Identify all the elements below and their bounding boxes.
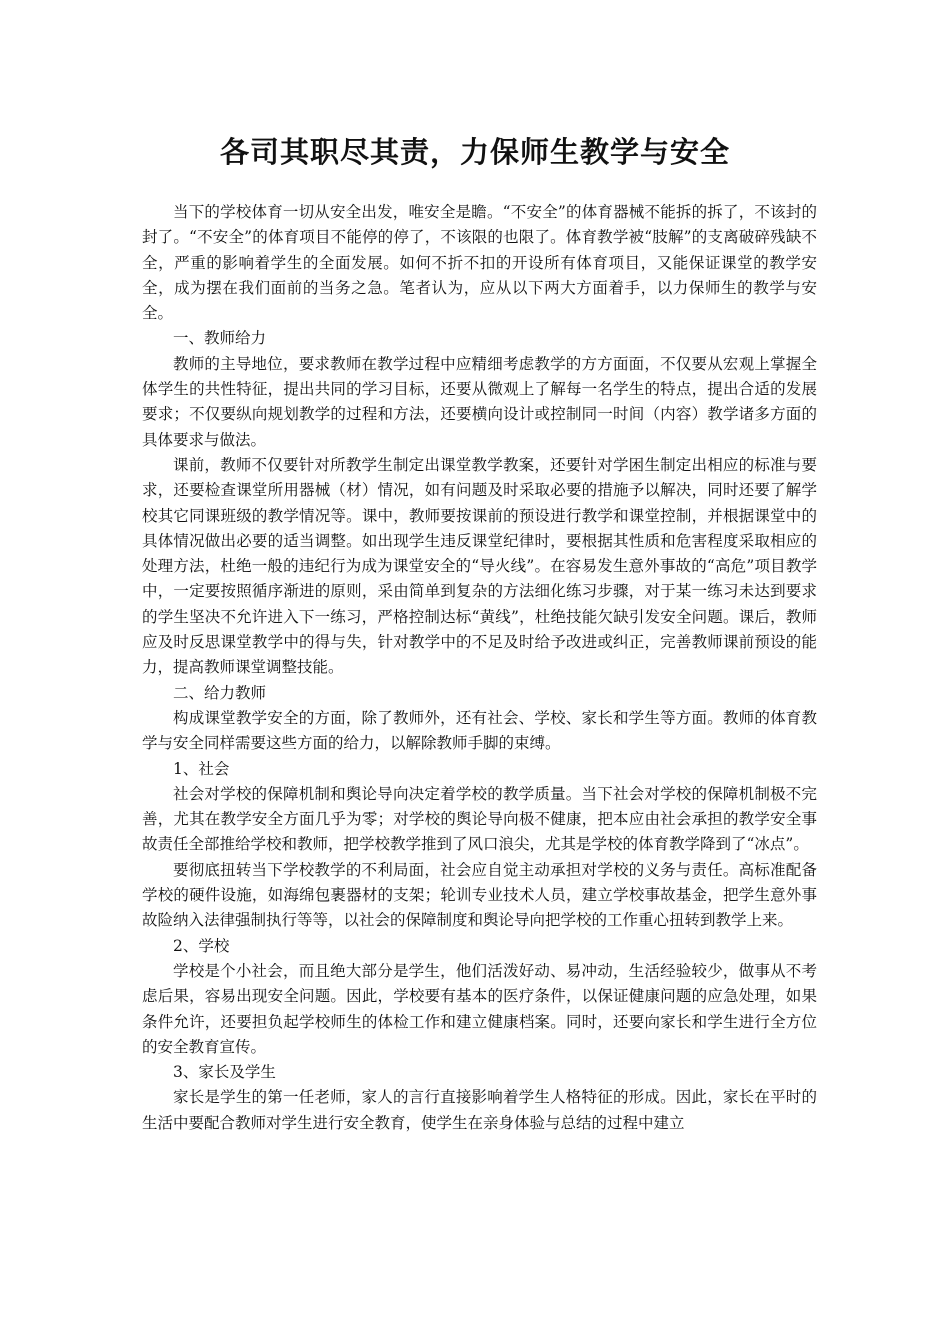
paragraph: 要彻底扭转当下学校教学的不利局面，社会应自觉主动承担对学校的义务与责任。高标准配备学校的硬件设施，如海绵包裹器材的支架；轮训专业技术人员，建立学校事故基金，把学生意外事故险纳入法律强制执行等等，以社会的保障制度和舆论导向把学校的工作重心扭转到教学上来。 [142,860,817,930]
paragraph-intro: 当下的学校体育一切从安全出发，唯安全是瞻。“不安全”的体育器械不能拆的拆了，不该封的封了。“不安全”的体育项目不能停的停了，不该限的也限了。体育教学被“肢解”的支离破碎残缺不全，严重的影响着学生的全面发展。如何不折不扣的开设所有体育项目，又能保证课堂的教学安全，成为摆在我们面前的当务之急。笔者认为，应从以下两大方面着手，以力保师生的教学与安全。 [142,203,817,323]
subsection-heading-society: 1、社会 [173,759,230,778]
subsection-heading-parents-students: 3、家长及学生 [173,1063,276,1082]
section-heading-support-teacher: 二、给力教师 [173,683,267,702]
paragraph: 构成课堂教学安全的方面，除了教师外，还有社会、学校、家长和学生等方面。教师的体育教学与安全同样需要这些方面的给力，以解除教师手脚的束缚。 [142,708,817,753]
document-body [142,200,817,1136]
paragraph: 教师的主导地位，要求教师在教学过程中应精细考虑教学的方方面面，不仅要从宏观上掌握全体学生的共性特征，提出共同的学习目标，还要从微观上了解每一名学生的特点，提出合适的发展要求；不仅要纵向规划教学的过程和方法，还要横向设计或控制同一时间（内容）教学诸多方面的具体要求与做法。 [142,354,817,449]
subsection-heading-school: 2、学校 [173,936,230,955]
document-title: 各司其职尽其责，力保师生教学与安全 [219,135,730,169]
paragraph: 家长是学生的第一任老师，家人的言行直接影响着学生人格特征的形成。因此，家长在平时的生活中要配合教师对学生进行安全教育，使学生在亲身体验与总结的过程中建立 [142,1088,817,1132]
paragraph: 社会对学校的保障机制和舆论导向决定着学校的教学质量。当下社会对学校的保障机制极不完善，尤其在教学安全方面几乎为零；对学校的舆论导向极不健康，把本应由社会承担的教学安全事故责任全部推给学校和教师，把学校教学推到了风口浪尖，尤其是学校的体育教学降到了“冰点”。 [142,784,817,854]
section-heading-teacher-effort: 一、教师给力 [173,329,267,348]
paragraph: 学校是个小社会，而且绝大部分是学生，他们活泼好动、易冲动，生活经验较少，做事从不考虑后果，容易出现安全问题。因此，学校要有基本的医疗条件，以保证健康问题的应急处理，如果条件允许，还要担负起学校师生的体检工作和建立健康档案。同时，还要向家长和学生进行全方位的安全教育宣传。 [142,961,817,1056]
paragraph: 课前，教师不仅要针对所教学生制定出课堂教学教案，还要针对学困生制定出相应的标准与要求，还要检查课堂所用器械（材）情况，如有问题及时采取必要的措施予以解决，同时还要了解学校其它同课班级的教学情况等。课中，教师要按课前的预设进行教学和课堂控制，并根据课堂中的具体情况做出必要的适当调整。如出现学生违反课堂纪律时，要根据其性质和危害程度采取相应的处理方法，杜绝一般的违纪行为成为课堂安全的“导火线”。在容易发生意外事故的“高危”项目教学中，一定要按照循序渐进的原则，采由简单到复杂的方法细化练习步骤，对于某一练习未达到要求的学生坚决不允许进入下一练习，严格控制达标“黄线”，杜绝技能欠缺引发安全问题。课后，教师应及时反思课堂教学中的得与失，针对教学中的不足及时给予改进或纠正，完善教师课前预设的能力，提高教师课堂调整技能。 [142,455,817,677]
